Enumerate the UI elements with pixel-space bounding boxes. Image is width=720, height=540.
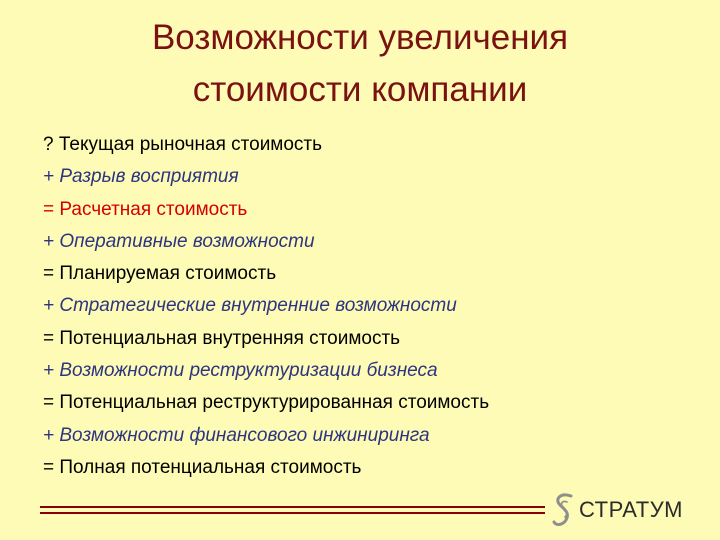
list-item: + Разрыв восприятия [43,166,239,188]
list-item: = Полная потенциальная стоимость [43,456,362,478]
value-build-up-list [43,129,489,484]
list-item: + Стратегические внутренние возможности [43,295,457,317]
slide-title-line-2: стоимости компании [192,70,528,109]
list-item: + Оперативные возможности [43,230,315,252]
stratum-logo [551,490,711,530]
list-item: ? Текущая рыночная стоимость [43,134,323,155]
logo-text: СТРАТУМ [579,497,683,522]
footer-rule-upper [40,506,545,508]
footer-rule-lower [40,512,545,514]
list-item: = Потенциальная реструктурированная стоимость [43,392,490,414]
slide-title [40,12,680,116]
list-item: + Возможности финансового инжиниринга [43,424,430,446]
list-item: = Планируемая стоимость [43,263,277,285]
slide-title-line-1: Возможности увеличения [151,18,569,57]
list-item: = Расчетная стоимость [43,198,248,220]
list-item: + Возможности реструктуризации бизнеса [43,360,438,382]
stratum-swirl-icon [551,490,579,530]
list-item: = Потенциальная внутренняя стоимость [43,327,401,349]
